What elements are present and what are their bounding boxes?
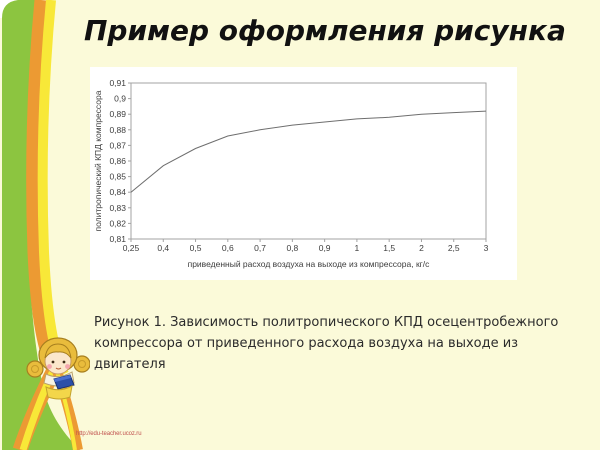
- x-tick-label: 2,5: [447, 243, 460, 253]
- x-tick-label: 1,5: [383, 243, 396, 253]
- y-tick-label: 0,81: [109, 234, 126, 244]
- x-tick-label: 0,8: [286, 243, 299, 253]
- x-tick-label: 0,9: [318, 243, 331, 253]
- x-tick-label: 0,25: [122, 243, 140, 253]
- y-tick-label: 0,87: [109, 140, 126, 151]
- x-tick-label: 0,7: [254, 243, 267, 253]
- x-axis-title: приведенный расход воздуха на выходе из компрессора, кг/с: [187, 259, 430, 269]
- y-axis-title: политропический КПД компрессора: [93, 90, 103, 232]
- chart-svg: [90, 67, 517, 280]
- yellow-stripe: [43, 0, 64, 374]
- x-tick-label: 0,6: [221, 243, 234, 253]
- y-tick-label: 0,88: [109, 124, 126, 135]
- x-tick-label: 2: [419, 243, 424, 253]
- figure-caption: Рисунок 1. Зависимость политропического КПД осецентробежного компрессора от приведенного расхода воздуха на выходе из двигателя: [94, 315, 559, 372]
- x-tick-label: 1: [354, 243, 360, 253]
- girl-left-pigtail: [27, 361, 43, 377]
- y-tick-label: 0,89: [109, 109, 126, 120]
- y-tick-label: 0,82: [109, 218, 126, 229]
- x-tick-label: 3: [483, 243, 489, 253]
- x-tick-label: 0,5: [189, 243, 202, 253]
- x-tick-label: 0,4: [157, 243, 170, 253]
- girl-cheek: [65, 364, 70, 369]
- footer-url-link[interactable]: http://edu-teacher.ucoz.ru: [76, 431, 142, 437]
- y-tick-label: 0,84: [109, 187, 126, 198]
- y-tick-label: 0,86: [109, 156, 126, 166]
- y-tick-label: 0,83: [109, 202, 126, 213]
- figure-chart: [90, 67, 517, 280]
- plot-area: [131, 83, 486, 239]
- girl-illustration: [26, 331, 90, 409]
- girl-cheek: [47, 364, 52, 369]
- y-tick-label: 0,85: [109, 171, 126, 182]
- girl-eye: [52, 361, 55, 364]
- girl-eye: [63, 361, 66, 364]
- y-tick-label: 0,9: [114, 93, 126, 104]
- page-title: Пример оформления рисунка: [84, 14, 566, 47]
- y-tick-label: 0,91: [109, 78, 126, 88]
